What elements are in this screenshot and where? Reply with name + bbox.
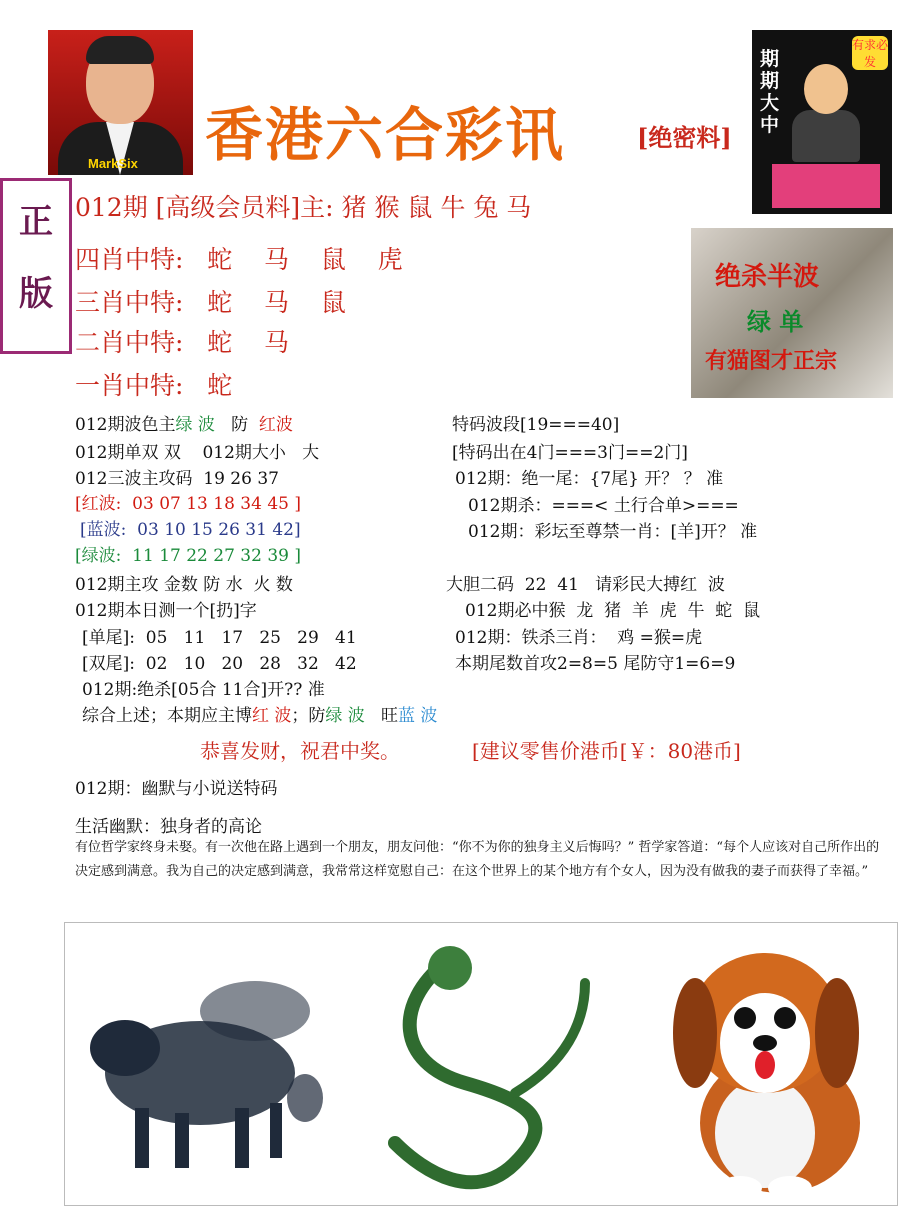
cat-line-1: 绝杀半波 [715,262,820,292]
cartoon-mascot-image [752,30,892,214]
wave-main-line: 012期波色主绿 波 防 红波 [75,415,293,435]
summary-line: 综合上述；本期应主博红 波；防绿 波 旺蓝 波 [82,706,438,726]
main-attack-line: 012期主攻 金数 防 水 火 数 [75,575,293,595]
humor-intro: 012期：幽默与小说送特码 [75,779,278,799]
genuine-edition-badge [0,178,72,354]
zodiac-image-gallery [64,922,898,1206]
must-win-line: 012期必中猴 龙 猪 羊 虎 牛 蛇 鼠 [465,601,761,621]
two-zodiac-line: 二肖中特: 蛇 马 [75,328,290,357]
single-tail-line: [单尾]: 05 11 17 25 29 41 [82,628,357,648]
iron-kill-line: 012期：铁杀三肖： 鸡 =猴=虎 [455,628,703,648]
tail-attack-line: 本期尾数首攻2=8=5 尾防守1=6=9 [455,654,736,674]
red-wave-line: [红波: 03 07 13 18 34 45 ] [75,494,302,514]
cartoon-text: 期期大中 [760,48,780,136]
ox-painting [90,981,323,1168]
page-subtitle: [绝密料] [637,123,732,152]
zodiac-illustrations [65,923,897,1205]
forbidden-line: 012期：彩坛至尊禁一肖：[羊]开？ 准 [468,522,758,542]
three-wave-line: 012三波主攻码 19 26 37 [75,469,279,489]
cat-line-2: 绿 单 [747,307,804,336]
kill-line: 012期:绝杀[05合 11合]开?? 准 [82,680,325,700]
price-text: [建议零售价港币[￥：80港币] [472,739,741,763]
kill-five-line: 012期杀：===< 土行合单>=== [468,496,739,516]
photo-logo: MarkSix [88,156,138,171]
segment-line: 特码波段[19===40] [452,415,620,435]
page-title: 香港六合彩讯 [205,101,566,169]
cat-line-3: 有猫图才正宗 [705,348,838,374]
guess-word-line: 012期本日测一个[扔]字 [75,601,257,621]
bold-two-line: 大胆二码 22 41 请彩民大搏红 波 [446,575,725,595]
three-zodiac-line: 三肖中特: 蛇 马 鼠 [75,288,346,317]
dragon-painting [395,946,585,1182]
green-wave-line: [绿波: 11 17 22 27 32 39 ] [75,546,302,566]
double-tail-line: [双尾]: 02 10 20 28 32 42 [82,654,357,674]
blessing-text: 恭喜发财，祝君中奖。 [200,739,400,763]
door-line: [特码出在4门===3门==2门] [452,443,688,463]
badge-top: 正 [19,202,53,242]
badge-bottom: 版 [19,274,53,314]
humor-title: 生活幽默：独身者的高论 [75,817,262,837]
dog-cartoon [673,953,860,1200]
member-main-line: 012期 [高级会员料]主: 猪 猴 鼠 牛 兔 马 [75,193,532,222]
one-zodiac-line: 一肖中特: 蛇 [75,371,233,400]
four-zodiac-line: 四肖中特: 蛇 马 鼠 虎 [75,245,403,274]
cat-banner-image [691,228,893,398]
blue-wave-line: [蓝波: 03 10 15 26 31 42] [80,520,301,540]
tail-kill-line: 012期：绝一尾：{7尾} 开？ ？ 准 [455,469,724,489]
humor-text: 有位哲学家终身未娶。有一次他在路上遇到一个朋友，朋友问他：“你不为你的独身主义后悔吗？” 哲学家答道：“每个人应该对自己所作出的决定感到满意。我为自己的决定感到满意，我常常这样宽慰自己：在这个世界上的某个地方有个女人，因为没有做我的妻子而获得了幸福。” [75,840,880,879]
host-photo [48,30,193,175]
single-double-line: 012期单双 双 012期大小 大 [75,443,320,463]
cartoon-badge: 有求必发 [852,38,889,69]
